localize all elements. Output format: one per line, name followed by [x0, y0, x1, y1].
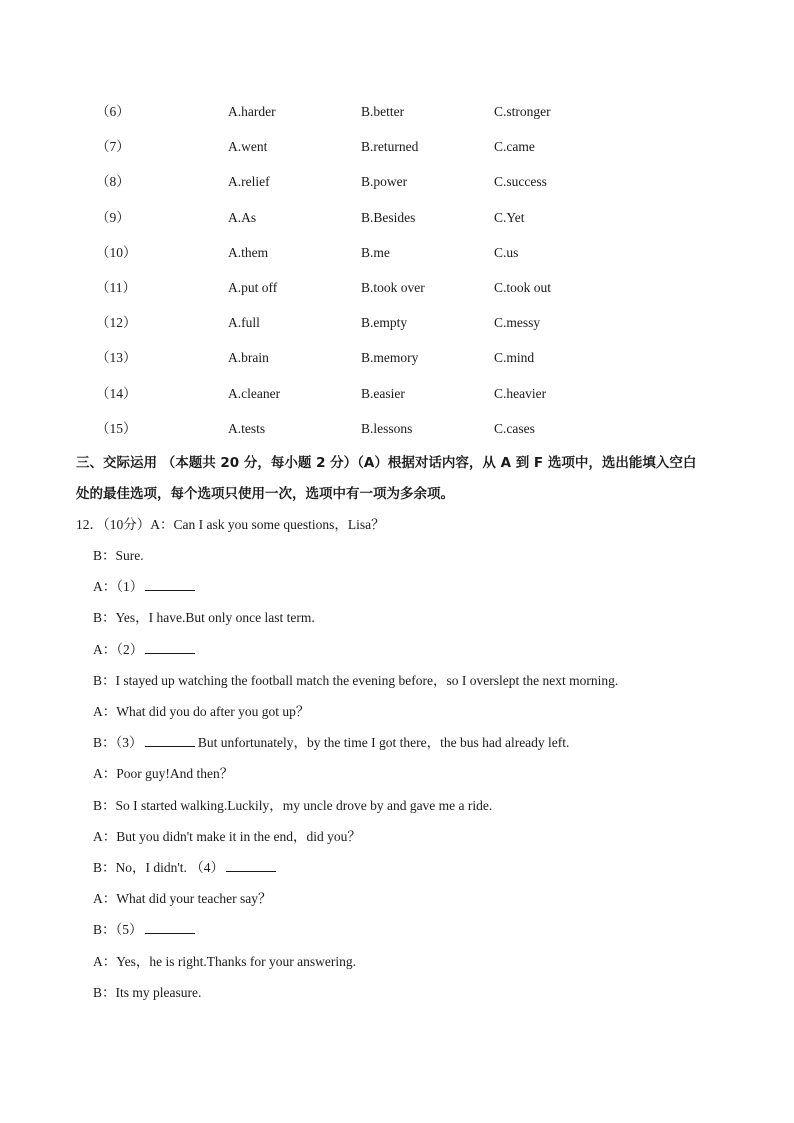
dialogue-text: A：（2）: [93, 641, 144, 657]
option-number: （8）: [96, 174, 130, 190]
dialogue-line: [93, 982, 201, 1004]
option-row: [0, 171, 794, 193]
option-row: [0, 101, 794, 123]
dialogue-line: [93, 888, 271, 910]
dialogue-line: [93, 545, 144, 567]
option-b: B.Besides: [361, 209, 416, 225]
dialogue-text: B：I stayed up watching the football match the evening before，so I overslept the next morning.: [93, 672, 619, 688]
option-b: B.memory: [361, 350, 419, 366]
option-number: （13）: [96, 350, 137, 366]
option-number: （14）: [96, 385, 137, 401]
option-c: C.mind: [494, 350, 535, 366]
option-row: [0, 207, 794, 229]
option-row: [0, 347, 794, 369]
dialogue-text: B：Yes，I have.But only once last term.: [93, 610, 315, 626]
option-a: A.As: [228, 209, 257, 225]
dialogue-text: B：No，I didn't. （4）: [93, 860, 225, 875]
option-number: （11）: [96, 280, 136, 295]
dialogue-text: A：What did you do after you got up？: [93, 704, 310, 719]
option-number: （10）: [96, 244, 137, 260]
dialogue-line: [93, 639, 195, 661]
section-heading-line-2: 处的最佳选项，每个选项只使用一次，选项中有一项为多余项。: [76, 486, 454, 502]
option-a: A.cleaner: [228, 385, 281, 401]
section-heading-line-1: 三、交际运用 （本题共 20 分，每小题 2 分）（A）根据对话内容，从 A 到 F 选项中，选出能填入空白: [76, 455, 697, 471]
answer-blank[interactable]: [145, 639, 195, 654]
option-number: （7）: [96, 139, 130, 155]
dialogue-line: [93, 701, 309, 723]
dialogue-text-after-blank: But unfortunately，by the time I got there，the bus had already left.: [194, 735, 570, 751]
option-row: [0, 383, 794, 405]
section-heading: [76, 448, 726, 510]
option-b: B.lessons: [361, 420, 413, 436]
option-row: [0, 418, 794, 440]
option-b: B.easier: [361, 385, 405, 401]
dialogue-line: [93, 795, 492, 817]
dialogue-line: [93, 857, 276, 879]
option-row: [0, 277, 794, 299]
dialogue-line: [93, 576, 195, 598]
option-c: C.success: [494, 174, 547, 190]
option-number: （12）: [96, 315, 137, 331]
option-row: [0, 242, 794, 264]
dialogue-line: [93, 951, 356, 973]
option-row: [0, 136, 794, 158]
option-row: [0, 312, 794, 334]
option-b: B.better: [361, 104, 405, 119]
option-a: A.them: [228, 244, 269, 260]
answer-blank[interactable]: [145, 919, 195, 934]
dialogue-line: [93, 826, 361, 848]
option-c: C.came: [494, 139, 535, 155]
option-a: A.relief: [228, 174, 270, 190]
answer-blank[interactable]: [145, 576, 195, 591]
option-c: C.messy: [494, 315, 541, 331]
question-header: 12．（10分）A：Can I ask you some questions，Lisa？: [76, 517, 385, 532]
dialogue-text: B：Sure.: [93, 548, 144, 563]
dialogue-text: B：Its my pleasure.: [93, 984, 202, 1000]
option-a: A.harder: [228, 104, 276, 119]
option-a: A.full: [228, 315, 260, 331]
dialogue-line: [93, 607, 315, 629]
option-c: C.us: [494, 244, 519, 260]
option-c: C.Yet: [494, 209, 525, 225]
dialogue-text: A：But you didn't make it in the end，did you？: [93, 828, 361, 844]
option-number: （15）: [96, 420, 137, 436]
option-b: B.took over: [361, 280, 425, 295]
dialogue-text: B：So I started walking.Luckily，my uncle drove by and gave me a ride.: [93, 797, 493, 813]
option-b: B.returned: [361, 139, 419, 155]
option-c: C.cases: [494, 420, 535, 436]
option-c: C.stronger: [494, 104, 551, 119]
option-c: C.took out: [494, 280, 552, 295]
dialogue-text: A：（1）: [93, 579, 144, 595]
option-a: A.put off: [228, 280, 278, 295]
option-c: C.heavier: [494, 385, 547, 401]
option-b: B.empty: [361, 315, 408, 331]
dialogue-text: A：What did your teacher say？: [93, 891, 272, 907]
answer-blank[interactable]: [145, 732, 195, 747]
dialogue-text: B：（3）: [93, 735, 143, 751]
option-b: B.me: [361, 244, 390, 260]
dialogue-line: [93, 670, 618, 692]
dialogue-text: A：Yes，he is right.Thanks for your answering.: [93, 953, 356, 969]
option-a: A.brain: [228, 350, 269, 366]
answer-blank[interactable]: [226, 857, 276, 872]
dialogue-text: B：（5）: [93, 922, 143, 938]
dialogue-line: [93, 919, 195, 941]
option-a: A.went: [228, 139, 268, 155]
dialogue-text: A：Poor guy!And then？: [93, 766, 234, 782]
option-b: B.power: [361, 174, 408, 190]
option-number: （9）: [96, 209, 130, 225]
dialogue-line: [93, 732, 569, 754]
option-number: （6）: [96, 104, 130, 119]
option-a: A.tests: [228, 420, 266, 436]
dialogue-line: [93, 763, 233, 785]
